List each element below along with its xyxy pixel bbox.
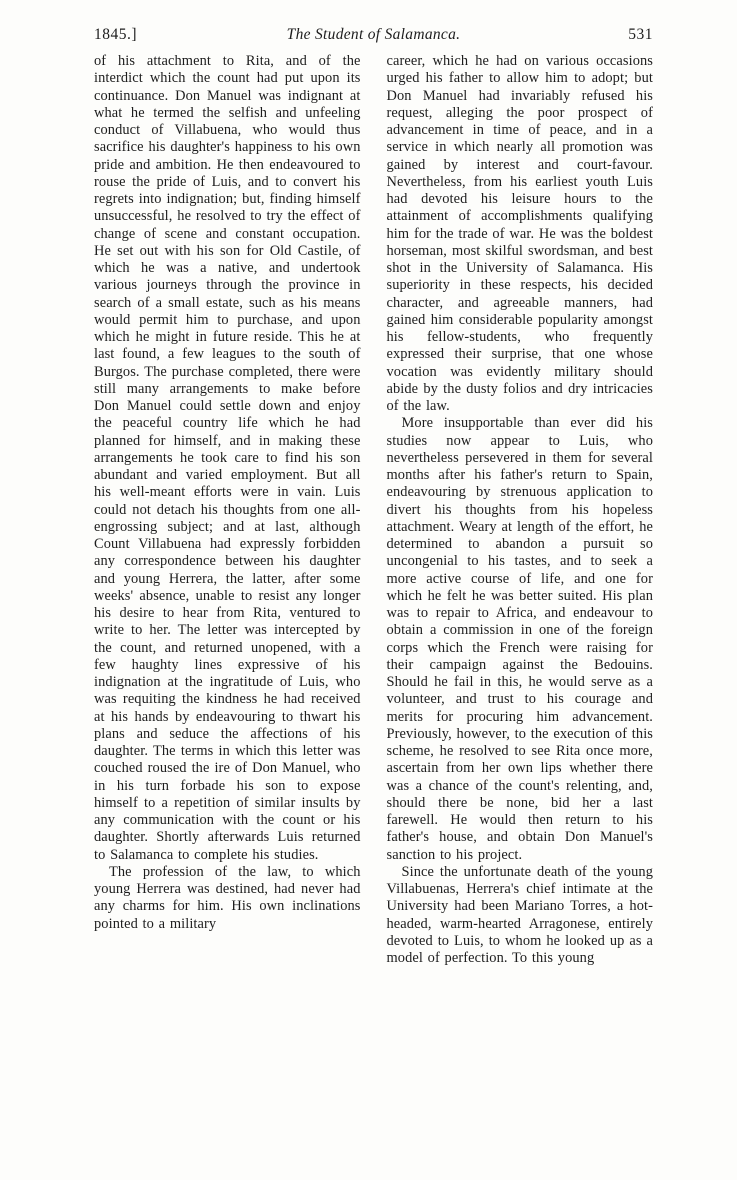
page-header — [94, 26, 653, 44]
paragraph: Since the unfortunate death of the young Villabuenas, Herrera's chief intimate at the University had been Mariano Torres, a hot-headed, warm-hearted Arragonese, entirely devoted to Luis, to whom he looked up as a model of perfection. To this young — [386, 863, 653, 966]
paragraph: The profession of the law, to which young Herrera was destined, had never had any charms for him. His own inclinations pointed to a military — [94, 863, 361, 932]
right-column — [387, 53, 654, 967]
text-columns — [94, 53, 653, 967]
paragraph: More insupportable than ever did his studies now appear to Luis, who nevertheless persevered in them for several months after his father's return to Spain, endeavouring by strenuous application to divert his thoughts from his hopeless attachment. Weary at length of the effort, he determined to abandon a pursuit so uncongenial to his tastes, and to seek a more active course of life, and one for which he felt he was better suited. His plan was to repair to Africa, and endeavour to obtain a commission in one of the foreign corps which the French were raising for their campaign against the Bedouins. Should he fail in this, he would serve as a volunteer, and trust to his courage and merits for procuring him advancement. Previously, however, to the execution of this scheme, he resolved to see Rita once more, ascertain from her own lips whether there was a chance of the count's relenting, and, should there be none, bid her a last farewell. He would then return to his father's house, and obtain Don Manuel's sanction to his project. — [386, 415, 653, 863]
page-number: 531 — [628, 26, 653, 43]
page-date: 1845.] — [94, 26, 138, 43]
paragraph: career, which he had on various occasions urged his father to allow him to adopt; but Don Manuel had invariably refused his request, alleging the poor prospect of advancement in time of peace, and in a service in which nearly all promotion was gained by interest and court-favour. Nevertheless, from his earliest youth Luis had devoted his leisure hours to the attainment of accomplishments qualifying him for the trade of war. He was the boldest horseman, most skilful swordsman, and best shot in the University of Salamanca. His superiority in these respects, his decided character, and agreeable manners, had gained him considerable popularity amongst his fellow-students, who frequently expressed their surprise, that one whose vocation was evidently military should abide by the dusty folios and dry intricacies of the law. — [386, 53, 653, 414]
paragraph: of his attachment to Rita, and of the interdict which the count had put upon its continuance. Don Manuel was indignant at what he termed the selfish and unfeeling conduct of Villabuena, who would thus sacrifice his daughter's happiness to his own pride and ambition. He then endeavoured to rouse the pride of Luis, and to convert his regrets into indignation; but, finding himself unsuccessful, he resolved to try the effect of change of scene and constant occupation. He set out with his son for Old Castile, of which he was a native, and undertook various journeys through the province in search of a small estate, such as his means would permit him to purchase, and upon which he might in future reside. This he at last found, a few leagues to the south of Burgos. The purchase completed, there were still many arrangements to make before Don Manuel could settle down and enjoy the peaceful country life which he had planned for himself, and in making these arrangements he took care to find his son abundant and varied employment. But all his well-meant efforts were in vain. Luis could not detach his thoughts from one all-engrossing subject; and at last, although Count Villabuena had expressly forbidden any correspondence between his daughter and young Herrera, the latter, after some weeks' absence, unable to resist any longer his desire to hear from Rita, ventured to write to her. The letter was intercepted by the count, and returned unopened, with a few haughty lines expressive of his indignation at the ingratitude of Luis, who was requiting the kindness he had received at his hands by endeavouring to thwart his plans and seduce the affections of his daughter. The terms in which this letter was couched roused the ire of Don Manuel, who in his turn forbade his son to expose himself to a repetition of similar insults by any communication with the count or his daughter. Shortly afterwards Luis returned to Salamanca to complete his studies. — [94, 53, 361, 863]
page-title: The Student of Salamanca. — [286, 26, 461, 43]
left-column — [94, 53, 361, 967]
